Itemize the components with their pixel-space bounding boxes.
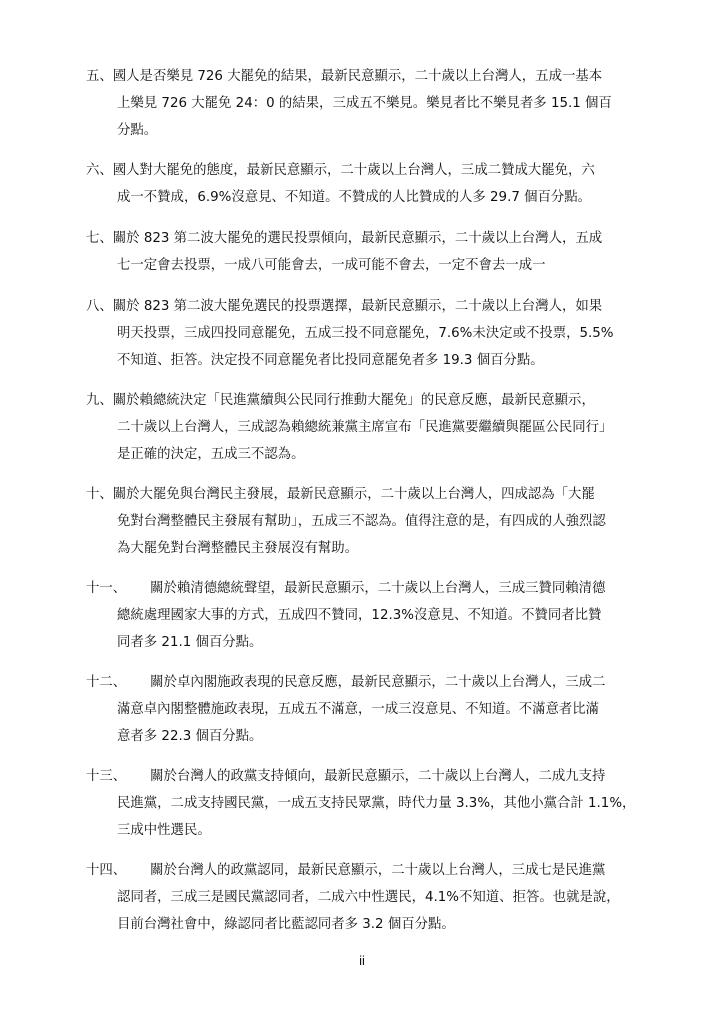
finding-number: 七、: [86, 231, 113, 246]
finding-line: 總統處理國家大事的方式，五成四不贊同，12.3%沒意見、不知道。不贊同者比贊: [117, 608, 602, 623]
finding-line: [86, 293, 661, 320]
finding-number: 十二、: [86, 675, 127, 690]
finding-line: 認同者，三成三是國民黨認同者，二成六中性選民，4.1%不知道、拒答。也就是說，: [117, 890, 620, 905]
finding-item-7: [86, 225, 661, 279]
finding-item-12: [86, 669, 661, 750]
finding-number: 十一、: [86, 581, 127, 596]
finding-line: 意者多 22.3 個百分點。: [117, 729, 263, 744]
finding-number: 十四、: [86, 863, 127, 878]
finding-line: [86, 157, 661, 184]
finding-number: 十、: [86, 487, 113, 502]
finding-line: 免對台灣整體民主發展有幫助」，五成三不認為。值得注意的是，有四成的人強烈認: [117, 514, 606, 529]
finding-line: 分點。: [117, 123, 158, 138]
finding-number: 六、: [86, 163, 113, 178]
finding-text: 關於賴總統決定「民進黨續與公民同行推動大罷免」的民意反應，最新民意顯示，: [112, 393, 595, 408]
finding-line: 明天投票，三成四投同意罷免，五成三投不同意罷免，7.6%未決定或不投票，5.5%: [117, 326, 614, 341]
finding-line: 三成中性選民。: [117, 823, 211, 838]
finding-text: 關於卓內閣施政表現的民意反應，最新民意顯示，二十歲以上台灣人，三成二: [150, 675, 606, 690]
finding-text: 關於台灣人的政黨認同，最新民意顯示，二十歲以上台灣人，三成七是民進黨: [150, 863, 606, 878]
finding-line: 成一不贊成，6.9%沒意見、不知道。不贊成的人比贊成的人多 29.7 個百分點。: [117, 190, 592, 205]
finding-number: 九、: [86, 393, 113, 408]
page-number: ii: [359, 953, 365, 968]
finding-line: [86, 857, 661, 884]
finding-line: 是正確的決定，五成三不認為。: [117, 447, 305, 462]
finding-line: [86, 387, 661, 414]
finding-item-11: [86, 575, 661, 656]
finding-text: 關於台灣人的政黨支持傾向，最新民意顯示，二十歲以上台灣人，二成九支持: [150, 769, 606, 784]
finding-text: 關於 823 第二波大罷免的選民投票傾向，最新民意顯示，二十歲以上台灣人，五成: [112, 231, 603, 246]
finding-line: 不知道、拒答。決定投不同意罷免者比投同意罷免者多 19.3 個百分點。: [117, 353, 544, 368]
finding-line: 二十歲以上台灣人，三成認為賴總統兼黨主席宣布「民進黨要繼續與罷區公民同行」: [117, 420, 613, 435]
finding-line: [86, 481, 661, 508]
finding-line: 同者多 21.1 個百分點。: [117, 635, 263, 650]
finding-text: 國人對大罷免的態度，最新民意顯示，二十歲以上台灣人，三成二贊成大罷免，六: [112, 163, 595, 178]
finding-item-14: [86, 857, 661, 938]
finding-item-10: [86, 481, 661, 562]
finding-number: 十三、: [86, 769, 127, 784]
finding-line: 民進黨，二成支持國民黨，一成五支持民眾黨，時代力量 3.3%，其他小黨合計 1.1%，: [117, 796, 636, 811]
finding-line: 為大罷免對台灣整體民主發展沒有幫助。: [117, 541, 359, 556]
finding-text: 國人是否樂見 726 大罷免的結果，最新民意顯示，二十歲以上台灣人，五成一基本: [112, 69, 603, 84]
finding-line: 目前台灣社會中，綠認同者比藍認同者多 3.2 個百分點。: [117, 917, 455, 932]
finding-line: [86, 225, 661, 252]
finding-text: 關於賴清德總統聲望，最新民意顯示，二十歲以上台灣人，三成三贊同賴清德: [150, 581, 606, 596]
finding-line: [86, 63, 661, 90]
finding-line: [86, 763, 661, 790]
finding-text: 關於大罷免與台灣民主發展，最新民意顯示，二十歲以上台灣人，四成認為「大罷: [112, 487, 595, 502]
finding-number: 五、: [86, 69, 113, 84]
finding-line: 上樂見 726 大罷免 24：0 的結果，三成五不樂見。樂見者比不樂見者多 15.1 個百: [117, 96, 612, 111]
finding-number: 八、: [86, 299, 113, 314]
finding-item-6: [86, 157, 661, 211]
finding-item-8: [86, 293, 661, 374]
finding-line: [86, 669, 661, 696]
finding-text: 關於 823 第二波大罷免選民的投票選擇，最新民意顯示，二十歲以上台灣人，如果: [112, 299, 603, 314]
finding-line: 滿意卓內閣整體施政表現，五成五不滿意，一成三沒意見、不知道。不滿意者比滿: [117, 702, 600, 717]
finding-line: [86, 575, 661, 602]
finding-item-5: [86, 63, 661, 144]
finding-item-13: [86, 763, 661, 844]
finding-item-9: [86, 387, 661, 468]
finding-line: 七一定會去投票，一成八可能會去，一成可能不會去，一定不會去一成一: [117, 258, 546, 273]
